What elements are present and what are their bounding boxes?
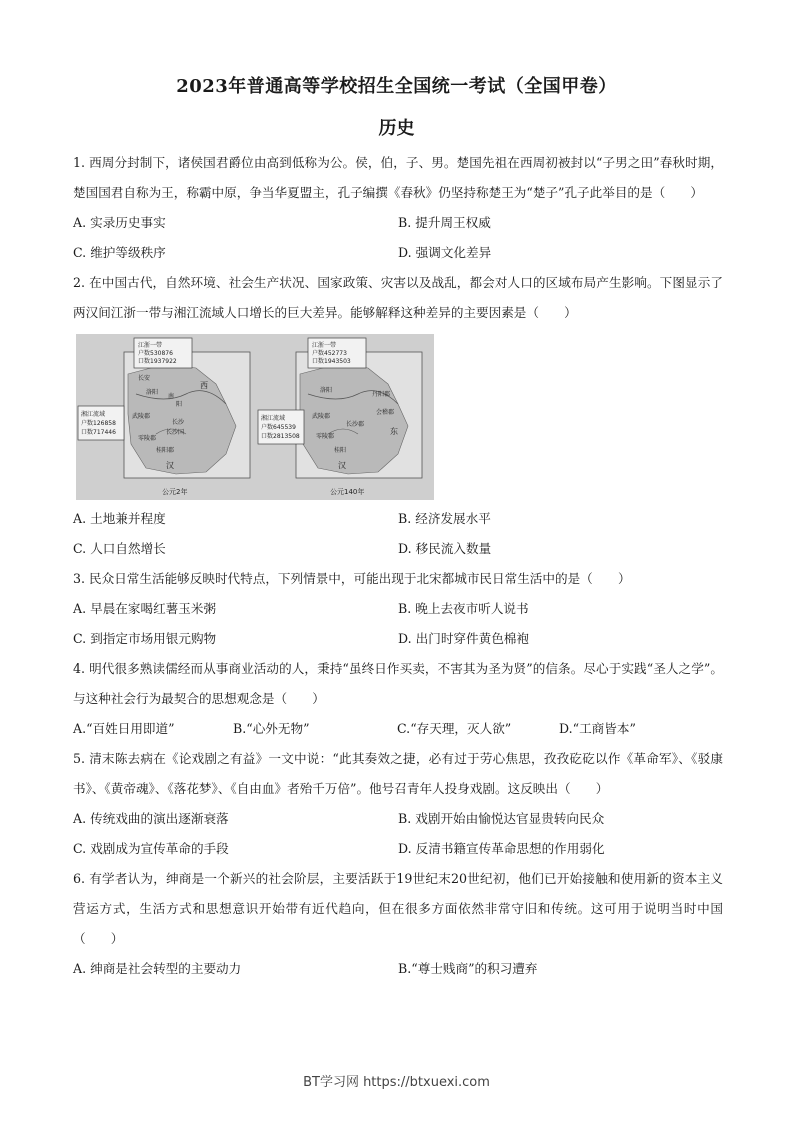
map-right-caption: 公元140年	[330, 488, 365, 496]
map-left-place: 武陵郡	[132, 413, 151, 420]
map-right-place: 会稽郡	[376, 409, 395, 416]
map-left-box-top-3: 口数1937922	[138, 358, 177, 365]
map-right-box-top-2: 户数452773	[312, 350, 347, 357]
q5-option-b[interactable]: B. 戏剧开始由愉悦达官显贵转向民众	[398, 811, 605, 826]
map-left-place: 南	[168, 393, 175, 400]
map-left-box-top-1: 江浙一带	[138, 342, 163, 349]
question-3-options	[73, 594, 723, 654]
question-5-options	[73, 804, 723, 864]
q1-option-b[interactable]: B. 提升周王权威	[398, 215, 491, 230]
map-right-place: 武陵郡	[312, 413, 331, 420]
map-right-box-side-3: 口数2813508	[261, 433, 300, 440]
q4-option-a[interactable]: A.“百姓日用即道”	[73, 721, 175, 736]
q1-option-d[interactable]: D. 强调文化差异	[398, 245, 492, 260]
map-left-box-side-2: 户数126858	[81, 420, 116, 427]
map-left-place: 长安	[138, 375, 151, 382]
q6-option-b[interactable]: B.“尊士贱商”的积习遭弃	[398, 961, 538, 976]
page-footer[interactable]: BT学习网 https://btxuexi.com	[303, 1075, 490, 1090]
question-4-stem: 4. 明代很多熟读儒经而从事商业活动的人，秉持“虽终日作买卖，不害其为圣为贤”的信条。尽心于实践“圣人之学”。与这种社会行为最契合的思想观念是（ ）	[73, 661, 723, 706]
q3-option-d[interactable]: D. 出门时穿件黄色棉袍	[398, 631, 529, 646]
q2-option-d[interactable]: D. 移民流入数量	[398, 541, 492, 556]
q4-option-d[interactable]: D.“工商皆本”	[559, 721, 636, 736]
map-right-box-side-2: 户数645539	[261, 424, 296, 431]
subject-title: 历史	[378, 118, 415, 139]
exam-title: 2023年普通高等学校招生全国统一考试（全国甲卷）	[176, 76, 617, 97]
q3-option-c[interactable]: C. 到指定市场用银元购物	[73, 631, 217, 646]
question-2-stem: 2. 在中国古代，自然环境、社会生产状况、国家政策、灾害以及战乱，都会对人口的区域布局产生影响。下图显示了两汉间江浙一带与湘江流域人口增长的巨大差异。能够解释这种差异的主要因素是（ ）	[73, 275, 723, 320]
map-right-place: 桂阳	[334, 447, 347, 454]
q5-option-d[interactable]: D. 反清书籍宣传革命思想的作用弱化	[398, 841, 605, 856]
map-left-caption: 公元2年	[162, 488, 188, 496]
questions	[73, 148, 723, 984]
q2-option-b[interactable]: B. 经济发展水平	[398, 511, 491, 526]
question-2-options	[73, 504, 723, 564]
map-right-place: 丹阳郡	[372, 391, 391, 398]
q5-option-c[interactable]: C. 戏剧成为宣传革命的手段	[73, 841, 229, 856]
map-right-box-top-3: 口数1943503	[312, 358, 351, 365]
q3-option-a[interactable]: A. 早晨在家喝红薯玉米粥	[73, 601, 217, 616]
population-map-figure	[76, 334, 434, 500]
question-1-options	[73, 208, 723, 268]
map-right-box-top-1: 江浙一带	[312, 342, 337, 349]
map-left-box-top-2: 户数530876	[138, 350, 173, 357]
map-left-place: 洛阳	[146, 389, 159, 396]
map-left-place: 长沙	[172, 419, 185, 426]
question-3-stem: 3. 民众日常生活能够反映时代特点，下列情景中，可能出现于北宋都城市民日常生活中的是（ ）	[73, 571, 631, 586]
q4-option-b[interactable]: B.“心外无物”	[233, 721, 310, 736]
map-right-place: 洛阳	[320, 387, 333, 394]
map-left-place: 零陵郡	[138, 435, 157, 442]
map-right-place: 东	[390, 427, 398, 436]
question-6-options	[73, 954, 723, 984]
q6-option-a[interactable]: A. 绅商是社会转型的主要动力	[73, 961, 242, 976]
map-left-place: 阳	[176, 401, 183, 408]
map-right-place: 汉	[338, 461, 346, 470]
question-6-stem: 6. 有学者认为，绅商是一个新兴的社会阶层，主要活跃于19世纪末20世纪初，他们已开始接触和使用新的资本主义营运方式，生活方式和思想意识开始带有近代趋向，但在很多方面依然非常守旧和传统。这可用于说明当时中国（ ）	[73, 871, 723, 946]
question-1-stem: 1. 西周分封制下，诸侯国君爵位由高到低称为公。侯，伯，子、男。楚国先祖在西周初被封以“子男之田”春秋时期，楚国国君自称为王，称霸中原，争当华夏盟主，孔子编撰《春秋》仍坚持称楚王为“楚子”孔子此举目的是（ ）	[73, 155, 723, 200]
q1-option-c[interactable]: C. 维护等级秩序	[73, 245, 166, 260]
question-4-options	[73, 714, 723, 744]
q2-option-c[interactable]: C. 人口自然增长	[73, 541, 166, 556]
map-right-box-side-1: 湘江流域	[261, 415, 286, 422]
q3-option-b[interactable]: B. 晚上去夜市听人说书	[398, 601, 529, 616]
map-right-place: 长沙郡	[346, 421, 365, 428]
map-left-place: 桂阳郡	[156, 447, 175, 454]
q4-option-c[interactable]: C.“存天理，灭人欲”	[397, 721, 512, 736]
q5-option-a[interactable]: A. 传统戏曲的演出逐渐衰落	[73, 811, 229, 826]
q2-option-a[interactable]: A. 土地兼并程度	[73, 511, 166, 526]
map-left-box-side-1: 湘江流域	[81, 411, 106, 418]
map-left-box-side-3: 口数717446	[81, 429, 116, 436]
map-left-place: 长沙国	[166, 429, 185, 436]
map-left-place: 西	[200, 381, 208, 390]
map-left-place: 汉	[166, 461, 174, 470]
q1-option-a[interactable]: A. 实录历史事实	[73, 215, 166, 230]
map-right-place: 零陵郡	[316, 433, 335, 440]
question-5-stem: 5. 清末陈去病在《论戏剧之有益》一文中说：“此其奏效之捷，必有过于劳心焦思，孜孜矻矻以作《革命军》、《驳康书》、《黄帝魂》、《落花梦》、《自由血》者殆千万倍”。他号召青年人投身戏剧。这反映出（ ）	[73, 751, 723, 796]
